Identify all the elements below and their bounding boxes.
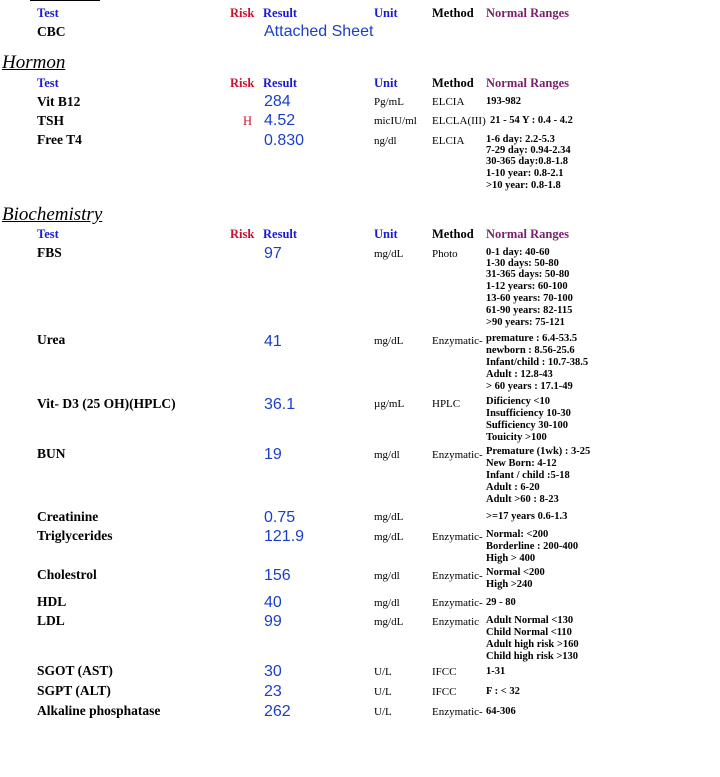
biochem-range-line: 64-306 [486, 706, 516, 717]
hormon-range-line: 30-365 day:0.8-1.8 [486, 156, 568, 167]
biochem-range-line: Touicity >100 [486, 432, 547, 443]
biochem-method: Enzymatic- [432, 597, 483, 609]
hormon-range-line: 21 - 54 Y : 0.4 - 4.2 [490, 115, 573, 126]
biochem-range-line: > 60 years : 17.1-49 [486, 381, 573, 392]
biochem-range-line: 29 - 80 [486, 597, 516, 608]
biochem-test: SGOT (AST) [37, 663, 113, 678]
biochem-result: 121.9 [264, 528, 305, 545]
biochem-range-line: 1-30 days: 50-80 [486, 258, 559, 269]
hormon-range-line: 7-29 day: 0.94-2.34 [486, 145, 571, 156]
biochem-range-line: >90 years: 75-121 [486, 317, 565, 328]
biochem-range-line: Adult : 6-20 [486, 482, 540, 493]
hormon-method: ELCIA [432, 96, 465, 108]
col-test-header: Test [37, 76, 59, 90]
biochem-test: HDL [37, 594, 67, 609]
col-test-header: Test [37, 227, 59, 241]
biochem-test: Creatinine [37, 509, 99, 524]
biochem-unit: µg/mL [374, 398, 405, 410]
col-method-header: Method [432, 6, 474, 20]
biochem-range-line: Child high risk >130 [486, 651, 579, 662]
biochem-test: SGPT (ALT) [37, 683, 111, 698]
cbc-result: Attached Sheet [264, 23, 374, 40]
risk-flag-high: H [243, 114, 253, 128]
biochem-result: 30 [264, 663, 282, 680]
biochem-result: 99 [264, 613, 282, 630]
col-risk-header: Risk [230, 76, 255, 90]
biochem-test: BUN [37, 446, 66, 461]
biochem-range-line: newborn : 8.56-25.6 [486, 345, 575, 356]
hormon-method: ELCLA(III) [432, 115, 486, 127]
hormon-test: Free T4 [37, 132, 82, 147]
biochem-result: 23 [264, 683, 282, 700]
col-test-header: Test [37, 6, 59, 20]
biochem-range-line: High > 400 [486, 553, 536, 564]
col-unit-header: Unit [374, 227, 398, 241]
section-biochemistry-title: Biochemistry [2, 204, 103, 225]
biochem-unit: mg/dL [374, 616, 404, 628]
biochem-range-line: Insufficiency 10-30 [486, 408, 571, 419]
col-risk-header: Risk [230, 227, 255, 241]
col-result-header: Result [263, 76, 298, 90]
biochem-range-line: 31-365 days: 50-80 [486, 269, 570, 280]
biochem-unit: U/L [374, 666, 392, 678]
biochem-test: Alkaline phosphatase [37, 703, 161, 718]
biochem-range-line: Normal <200 [486, 567, 545, 578]
cbc-test: CBC [37, 24, 66, 39]
biochem-range-line: >=17 years 0.6-1.3 [486, 511, 568, 522]
biochem-unit: mg/dL [374, 511, 404, 523]
biochem-unit: mg/dl [374, 449, 400, 461]
col-risk-header: Risk [230, 6, 255, 20]
col-unit-header: Unit [374, 6, 398, 20]
hormon-method: ELCIA [432, 135, 465, 147]
biochem-range-line: 1-12 years: 60-100 [486, 281, 568, 292]
cropped-heading-fragment [30, 0, 100, 3]
biochem-range-line: Adult : 12.8-43 [486, 369, 553, 380]
hormon-test: TSH [37, 113, 65, 128]
biochem-range-line: premature : 6.4-53.5 [486, 333, 578, 344]
biochem-result: 36.1 [264, 396, 296, 413]
biochem-result: 19 [264, 446, 282, 463]
col-ranges-header: Normal Ranges [486, 76, 569, 90]
col-result-header: Result [263, 6, 298, 20]
biochem-method: HPLC [432, 398, 461, 410]
col-method-header: Method [432, 76, 474, 90]
biochem-range-line: New Born: 4-12 [486, 458, 557, 469]
biochem-method: Enzymatic- [432, 706, 483, 718]
biochem-range-line: 61-90 years: 82-115 [486, 305, 573, 316]
biochem-method: Photo [432, 248, 458, 260]
biochem-method: Enzymatic- [432, 449, 483, 461]
biochem-range-line: Premature (1wk) : 3-25 [486, 446, 591, 457]
biochem-range-line: Adult high risk >160 [486, 639, 579, 650]
biochem-unit: mg/dL [374, 531, 404, 543]
hormon-test: Vit B12 [37, 94, 81, 109]
biochem-range-line: 13-60 years: 70-100 [486, 293, 573, 304]
biochem-result: 97 [264, 245, 282, 262]
biochem-test: Vit- D3 (25 OH)(HPLC) [37, 396, 176, 411]
biochem-range-line: Infant / child :5-18 [486, 470, 570, 481]
biochem-test: FBS [37, 245, 62, 260]
biochem-result: 40 [264, 594, 282, 611]
hormon-unit: micIU/ml [374, 115, 417, 127]
biochem-unit: mg/dL [374, 248, 404, 260]
biochem-result: 0.75 [264, 509, 296, 526]
biochem-method: IFCC [432, 686, 457, 698]
biochem-test: Cholestrol [37, 567, 97, 582]
biochem-range-line: Borderline : 200-400 [486, 541, 579, 552]
biochem-range-line: 0-1 day: 40-60 [486, 247, 550, 258]
biochem-method: Enzymatic- [432, 570, 483, 582]
biochem-test: Triglycerides [37, 528, 113, 543]
biochem-range-line: Dificiency <10 [486, 396, 551, 407]
col-method-header: Method [432, 227, 474, 241]
hormon-result: 0.830 [264, 132, 305, 149]
hormon-range-line: 193-982 [486, 96, 521, 107]
hormon-result: 284 [264, 93, 291, 110]
biochem-range-line: High >240 [486, 579, 533, 590]
biochem-range-line: Infant/child : 10.7-38.5 [486, 357, 589, 368]
biochem-method: Enzymatic- [432, 335, 483, 347]
biochem-method: IFCC [432, 666, 457, 678]
biochem-range-line: F : < 32 [486, 686, 520, 697]
biochem-unit: U/L [374, 706, 392, 718]
biochem-unit: mg/dl [374, 597, 400, 609]
biochem-result: 262 [264, 703, 291, 720]
biochem-range-line: Child Normal <110 [486, 627, 572, 638]
biochem-range-line: Sufficiency 30-100 [486, 420, 568, 431]
biochem-range-line: Adult Normal <130 [486, 615, 574, 626]
hormon-result: 4.52 [264, 112, 296, 129]
hormon-range-line: 1-10 year: 0.8-2.1 [486, 168, 564, 179]
hormon-unit: ng/dl [374, 135, 397, 147]
biochem-range-line: 1-31 [486, 666, 506, 677]
hormon-range-line: 1-6 day: 2.2-5.3 [486, 134, 555, 145]
col-result-header: Result [263, 227, 298, 241]
col-ranges-header: Normal Ranges [486, 227, 569, 241]
biochem-test: LDL [37, 613, 65, 628]
biochem-unit: mg/dl [374, 570, 400, 582]
biochem-range-line: Normal: <200 [486, 529, 549, 540]
section-hormon-title: Hormon [2, 52, 66, 73]
biochem-unit: mg/dL [374, 335, 404, 347]
biochem-method: Enzymatic [432, 616, 480, 628]
biochem-result: 156 [264, 567, 291, 584]
biochem-result: 41 [264, 333, 282, 350]
biochem-method: Enzymatic- [432, 531, 483, 543]
col-ranges-header: Normal Ranges [486, 6, 569, 20]
hormon-range-line: >10 year: 0.8-1.8 [486, 180, 561, 191]
biochem-test: Urea [37, 332, 66, 347]
hormon-unit: Pg/mL [374, 96, 404, 108]
biochem-unit: U/L [374, 686, 392, 698]
biochem-range-line: Adult >60 : 8-23 [486, 494, 559, 505]
col-unit-header: Unit [374, 76, 398, 90]
